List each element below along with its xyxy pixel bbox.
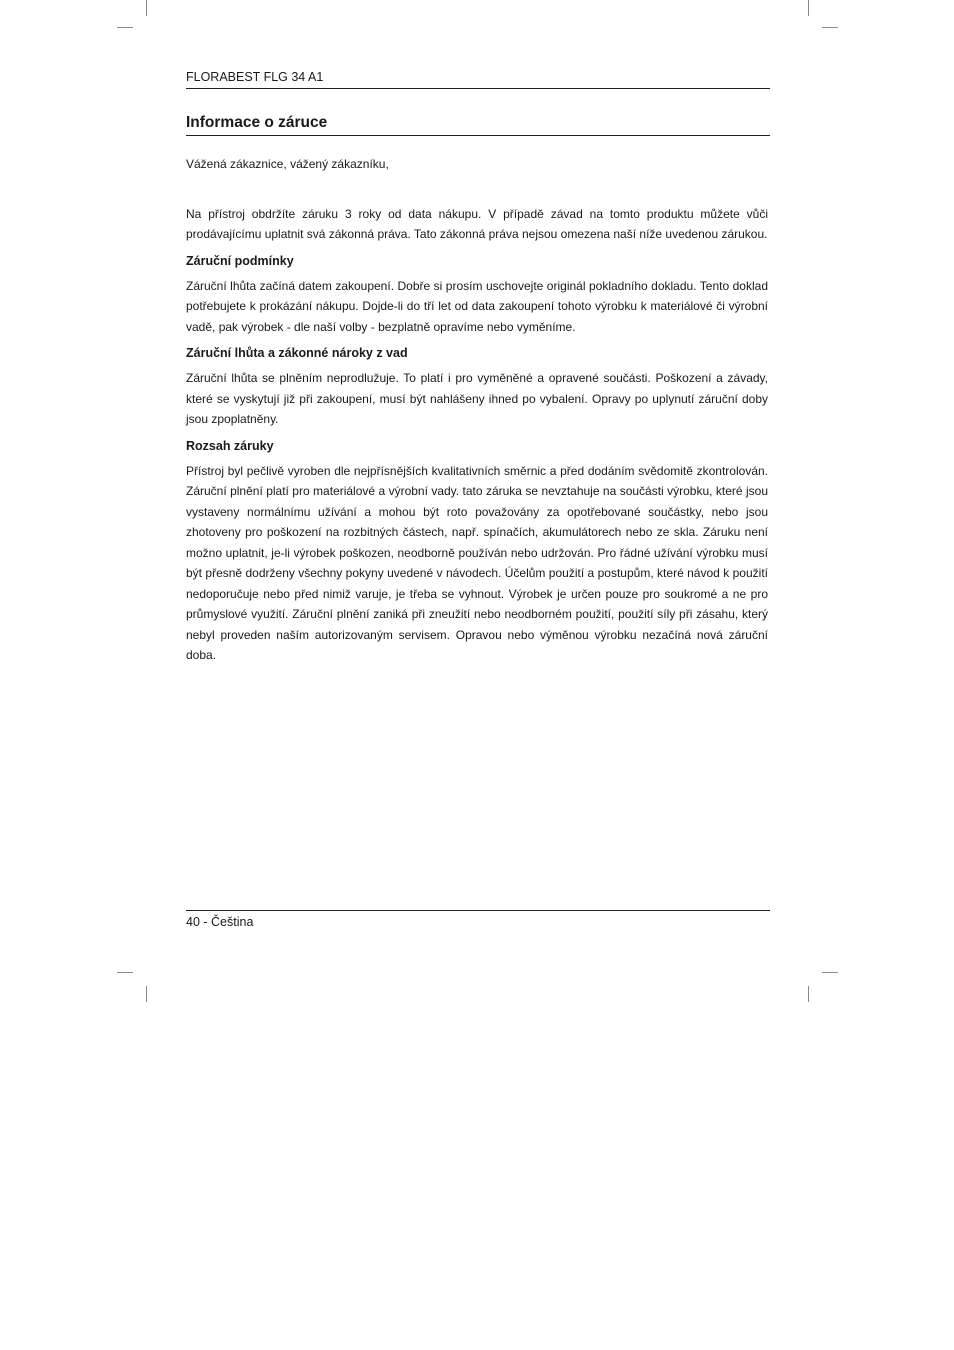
header-divider	[186, 88, 770, 89]
crop-mark	[822, 972, 838, 973]
page-number: 40 - Čeština	[186, 915, 254, 929]
footer-divider	[186, 910, 770, 911]
section-text-warranty-conditions: Záruční lhůta začíná datem zakoupení. Dobře si prosím uschovejte originál pokladního dokladu. Tento doklad potřebujete k prokázání nákupu. Dojde-li do tří let od data zakoupení tohoto výrobku k materiálové či výrobní vadě, pak výrobek - dle naší volby - bezplatně opravíme nebo vyměníme.	[186, 278, 768, 334]
crop-mark	[808, 986, 809, 1002]
intro-paragraph: Na přístroj obdržíte záruku 3 roky od data nákupu. V případě závad na tomto produktu můžete vůči prodávajícímu uplatnit svá zákonná práva. Tato zákonná práva nejsou omezena naší níže uvedenou zárukou.	[186, 206, 768, 241]
page-title: Informace o záruce	[186, 114, 328, 131]
section-heading-warranty-scope: Rozsah záruky	[186, 438, 274, 453]
section-text-warranty-period: Záruční lhůta se plněním neprodlužuje. To platí i pro vyměněné a opravené součásti. Poškození a závady, které se vyskytují již při zakoupení, musí být nahlášeny ihned po vybalení. Opravy po uplynutí záruční doby jsou zpoplatněny.	[186, 371, 768, 426]
crop-mark	[822, 27, 838, 28]
greeting-text: Vážená zákaznice, vážený zákazníku,	[186, 157, 389, 171]
document-body	[186, 154, 768, 672]
crop-mark	[117, 972, 133, 973]
section-heading-warranty-period: Záruční lhůta a zákonné nároky z vad	[186, 346, 408, 360]
crop-mark	[808, 0, 809, 16]
section-heading-warranty-conditions: Záruční podmínky	[186, 253, 294, 268]
crop-mark	[146, 0, 147, 16]
crop-mark	[146, 986, 147, 1002]
section-text-warranty-scope: Přístroj byl pečlivě vyroben dle nejpřísnějších kvalitativních směrnic a před dodáním svědomitě zkontrolován. Záruční plnění platí pro materiálové a výrobní vady. tato záruka se nevztahuje na součásti výrobku, které jsou vystaveny normálnímu užívání a mohou být roto považovány za opotřebované součástky, nebo jsou zhotoveny pro poškození na rozbitných částech, např. spínačích, akumulátorech nebo ze skla. Záruku není možno uplatnit, je-li výrobek poškozen, neodborně používán nebo udržován. Pro řádné užívání výrobku musí být přesně dodrženy všechny pokyny uvedené v návodech. Účelům použití a postupům, které návod k použití nedoporučuje nebo před nimiž varuje, je třeba se vyhnout. Výrobek je určen pouze pro soukromé a ne pro průmyslové využití. Záruční plnění zaniká při zneužití nebo neodborném použití, použití síly při zásahu, který nebyl proveden naším autorizovaným servisem. Opravou nebo výměnou výrobku nezačíná nová záruční doba.	[186, 463, 768, 662]
crop-mark	[117, 27, 133, 28]
running-header: FLORABEST FLG 34 A1	[186, 70, 324, 84]
title-divider	[186, 135, 770, 136]
